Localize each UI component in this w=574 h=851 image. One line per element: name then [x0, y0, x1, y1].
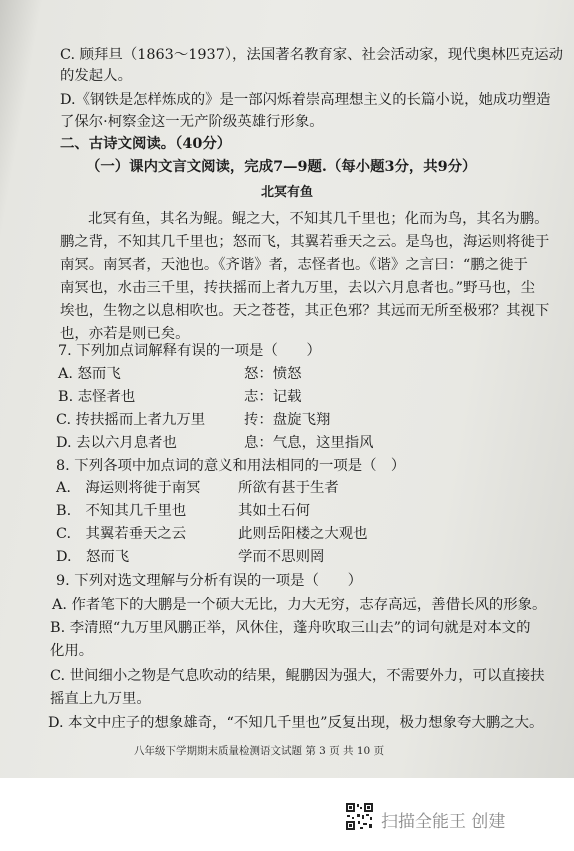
q8-option: A. 海运则将徙于南冥	[56, 480, 201, 496]
q9-option-a: A. 作者笔下的大鹏是一个硕大无比，力大无穷，志存高远，善借长风的形象。	[52, 597, 547, 613]
q7-option-meaning: 志：记载	[244, 389, 302, 405]
q8-option: C. 其翼若垂天之云	[56, 526, 187, 542]
q7-option: C. 抟扶摇而上者九万里	[56, 412, 206, 428]
q7-option-meaning: 抟：盘旋飞翔	[244, 412, 331, 428]
option-d-cont: 了保尔·柯察金这一无产阶级英雄行形象。	[60, 114, 324, 130]
passage-title: 北冥有鱼	[260, 185, 313, 200]
q8-option-compare: 其如土石何	[238, 503, 310, 519]
question-7: 7. 下列加点词解释有误的一项是（ ）	[58, 343, 321, 359]
option-d-text: D.《钢铁是怎样炼成的》是一部闪烁着崇高理想主义的长篇小说，她成功塑造	[60, 92, 551, 108]
q7-option-meaning: 息：气息，这里指风	[244, 435, 374, 451]
question-8: 8. 下列各项中加点词的意义和用法相同的一项是（ ）	[56, 458, 406, 474]
q7-option: A. 怒而飞	[58, 366, 121, 382]
passage-line: 鹏之背，不知其几千里也；怒而飞，其翼若垂天之云。是鸟也，海运则将徙于	[60, 234, 550, 250]
question-9: 9. 下列对选文理解与分析有误的一项是（ ）	[56, 573, 363, 589]
section-heading: 二、古诗文阅读。（40分）	[60, 135, 232, 152]
q8-option-compare: 此则岳阳楼之大观也	[238, 526, 368, 542]
passage-line: 也，亦若是则已矣。	[60, 326, 190, 342]
q8-option-compare: 学而不思则罔	[238, 549, 325, 565]
subsection-heading: （一）课内文言文阅读，完成7—9题.（每小题3分，共9分）	[86, 158, 477, 175]
passage-line: 南冥也，水击三千里，抟扶摇而上者九万里，去以六月息者也。”野马也，尘	[60, 280, 536, 296]
q8-option: B. 不知其几千里也	[56, 503, 187, 519]
q8-option-compare: 所欲有甚于生者	[238, 480, 339, 496]
q7-option-meaning: 怒：愤怒	[244, 366, 302, 382]
option-c-text: C. 顾拜旦（1863～1937），法国著名教育家、社会活动家，现代奥林匹克运动	[60, 47, 564, 63]
scanner-brand-text: 扫描全能王 创建	[381, 812, 506, 832]
passage-line: 北冥有鱼，其名为鲲。鲲之大，不知其几千里也；化而为鸟，其名为鹏。	[88, 211, 549, 227]
passage-line: 埃也，生物之以息相吹也。天之苍苍，其正色邪？其远而无所至极邪？其视下	[60, 303, 550, 319]
q9-option-d: D. 本文中庄子的想象雄奇，“不知几千里也”反复出现，极力想象夸大鹏之大。	[48, 715, 544, 731]
page-footer: 八年级下学期期末质量检测语文试题 第 3 页 共 10 页	[134, 745, 385, 757]
passage-line: 南冥。南冥者，天池也。《齐谐》者，志怪者也。《谐》之言曰：“鹏之徙于	[60, 257, 528, 273]
q7-option: B. 志怪者也	[58, 389, 136, 405]
q9-option-c-cont: 摇直上九万里。	[50, 691, 151, 707]
qr-code-icon	[345, 802, 374, 831]
q9-option-c: C. 世间细小之物是气息吹动的结果，鲲鹏因为强大，不需要外力，可以直接扶	[50, 668, 545, 684]
q9-option-b: B. 李清照“九万里风鹏正举，风休住，蓬舟吹取三山去”的词句就是对本文的	[50, 620, 531, 636]
scanner-watermark	[345, 802, 545, 836]
q9-option-b-cont: 化用。	[50, 643, 94, 659]
q7-option: D. 去以六月息者也	[56, 435, 177, 451]
q8-option: D. 怒而飞	[56, 549, 130, 565]
option-c-cont: 的发起人。	[60, 68, 132, 84]
